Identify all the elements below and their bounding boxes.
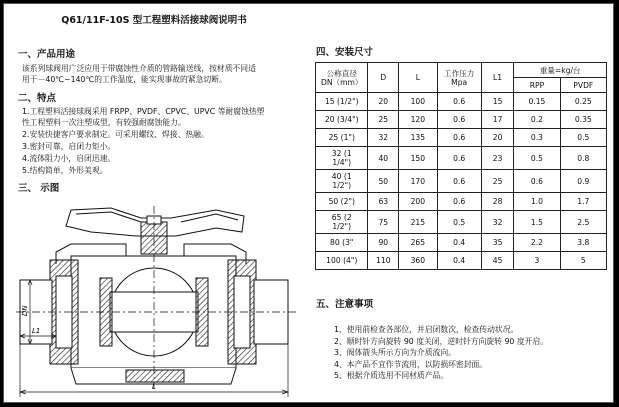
note-item-1: 1、使用前检查各部位，并启闭数次，检查传动状况。: [334, 325, 519, 334]
cell-d: 40: [368, 147, 399, 170]
usage-line-2: 用于－40℃~140℃的工作温度，能实现事故的紧急切断。: [22, 75, 227, 84]
feature-item-2: 2.安装快捷客户要求制定。可采用螺纹、焊接、热融。: [22, 130, 209, 139]
cell-l1: 35: [481, 234, 513, 252]
note-item-5: 5、根据介质选用不同材质产品。: [334, 371, 449, 380]
col-weight-header: 重量=kg/台: [514, 63, 607, 78]
cell-l1: 45: [481, 252, 513, 270]
cell-l: 100: [399, 93, 437, 111]
document-title: Q61/11F-10S 型工程塑料活接球阀说明书: [61, 15, 247, 26]
dim-l-label: L: [152, 383, 156, 391]
cell-rpp: 0.5: [514, 147, 560, 170]
cell-dn: 100 (4"): [316, 252, 368, 270]
cell-l1: 20: [481, 129, 513, 147]
feature-item-4: 4.流体阻力小，启闭迅速。: [22, 154, 116, 163]
section-features-heading: 二、特点: [18, 93, 57, 104]
cell-pvdf: 0.9: [560, 170, 606, 193]
section-diagram-heading: 三、 示图: [18, 183, 60, 194]
cell-pressure: 0.6: [437, 93, 481, 111]
cell-dn: 65 (2 1/2"): [316, 211, 368, 234]
cell-pvdf: 1.7: [560, 193, 606, 211]
dim-dn-label: DN: [21, 305, 29, 316]
cell-l: 150: [399, 147, 437, 170]
col-l1-header: L1: [481, 63, 513, 93]
cell-rpp: 0.2: [514, 111, 560, 129]
cell-pressure: 0.6: [437, 111, 481, 129]
cell-d: 75: [368, 211, 399, 234]
col-l-header: L: [399, 63, 437, 93]
cell-l1: 32: [481, 211, 513, 234]
cell-dn: 32 (1 1/4"): [316, 147, 368, 170]
col-dn-unit: DN（mm）: [320, 77, 363, 87]
cell-d: 25: [368, 111, 399, 129]
cell-pressure: 0.4: [437, 252, 481, 270]
feature-item-1b: 性工程塑料一次注塑成型，有较强耐腐蚀能力。: [22, 118, 186, 127]
cell-pressure: 0.6: [437, 129, 481, 147]
cell-rpp: 1.5: [514, 211, 560, 234]
cell-l: 200: [399, 193, 437, 211]
note-item-4: 4、本产品不宜作节流用，以防损坏密封面。: [334, 359, 488, 369]
cell-d: 20: [368, 93, 399, 111]
cell-pvdf: 0.35: [560, 111, 606, 129]
cell-d: 63: [368, 193, 399, 211]
dimensions-table: [315, 62, 607, 270]
feature-item-5: 5.结构简单，外形美观。: [22, 166, 108, 175]
col-pressure-header: [437, 63, 481, 93]
col-pressure-label: 工作压力: [444, 68, 475, 78]
col-pressure-unit: Mpa: [451, 77, 468, 87]
cell-d: 50: [368, 170, 399, 193]
cell-l: 215: [399, 211, 437, 234]
section-usage-heading: 一、产品用途: [18, 49, 76, 60]
cell-l: 265: [399, 234, 437, 252]
cell-dn: 25 (1"): [316, 129, 368, 147]
table-row: [316, 234, 607, 252]
note-item-3: 3、阀体箭头所示方向为介质流向。: [334, 348, 456, 357]
col-d-header: D: [368, 63, 399, 93]
feature-item-1: 1.工程塑料活接球阀采用 FRPP、PVDF、CPVC、UPVC 等耐腐蚀热塑: [22, 107, 265, 116]
usage-line-1: 该系列球阀用广泛应用于带腐蚀性介质的管路输送线，按材质不同适: [22, 64, 256, 73]
cell-d: 90: [368, 234, 399, 252]
table-row: [316, 170, 607, 193]
cell-rpp: 2.2: [514, 234, 560, 252]
col-dn-label: 公称直径: [326, 68, 357, 78]
cell-rpp: 0.15: [514, 93, 560, 111]
cell-pvdf: 0.25: [560, 93, 606, 111]
instruction-sheet: [3, 3, 614, 403]
cell-pvdf: 0.8: [560, 147, 606, 170]
table-row: [316, 93, 607, 111]
table-row: [316, 129, 607, 147]
cell-l1: 15: [481, 93, 513, 111]
cell-pvdf: 0.5: [560, 129, 606, 147]
cell-pressure: 0.6: [437, 170, 481, 193]
cell-l1: 17: [481, 111, 513, 129]
cell-rpp: 1.0: [514, 193, 560, 211]
cell-pvdf: 3.8: [560, 234, 606, 252]
valve-diagram: [16, 194, 301, 402]
cell-pressure: 0.4: [437, 234, 481, 252]
cell-l: 135: [399, 129, 437, 147]
feature-item-3: 3.密封可靠，启闭力矩小。: [22, 142, 116, 151]
cell-dn: 15 (1/2"): [316, 93, 368, 111]
cell-rpp: 0.6: [514, 170, 560, 193]
cell-l: 170: [399, 170, 437, 193]
table-row: [316, 193, 607, 211]
table-row: [316, 211, 607, 234]
cell-dn: 80 (3": [316, 234, 368, 252]
note-item-2: 2、顺时针方向旋转 90 度关闭，逆时针方向旋转 90 度开启。: [334, 336, 549, 346]
cell-l1: 25: [481, 170, 513, 193]
dim-l1-label: L1: [32, 327, 41, 335]
notes-list: [334, 324, 548, 382]
col-rpp-header: RPP: [514, 78, 560, 93]
cell-l1: 23: [481, 147, 513, 170]
cell-d: 32: [368, 129, 399, 147]
table-row: [316, 111, 607, 129]
table-row: [316, 252, 607, 270]
cell-pvdf: 2.5: [560, 211, 606, 234]
section-dimensions-heading: 四、安装尺寸: [316, 47, 374, 58]
col-pvdf-header: PVDF: [560, 78, 606, 93]
cell-l1: 28: [481, 193, 513, 211]
cell-d: 110: [368, 252, 399, 270]
cell-rpp: 3: [514, 252, 560, 270]
cell-pvdf: 5: [560, 252, 606, 270]
col-dn-header: [316, 63, 368, 93]
table-row: [316, 147, 607, 170]
cell-dn: 40 (1 1/2"): [316, 170, 368, 193]
cell-dn: 20 (3/4"): [316, 111, 368, 129]
cell-rpp: 0.3: [514, 129, 560, 147]
cell-pressure: 0.5: [437, 211, 481, 234]
section-notes-heading: 五、注意事项: [316, 299, 374, 310]
cell-pressure: 0.6: [437, 193, 481, 211]
cell-l: 120: [399, 111, 437, 129]
cell-dn: 50 (2"): [316, 193, 368, 211]
cell-pressure: 0.6: [437, 147, 481, 170]
cell-l: 360: [399, 252, 437, 270]
